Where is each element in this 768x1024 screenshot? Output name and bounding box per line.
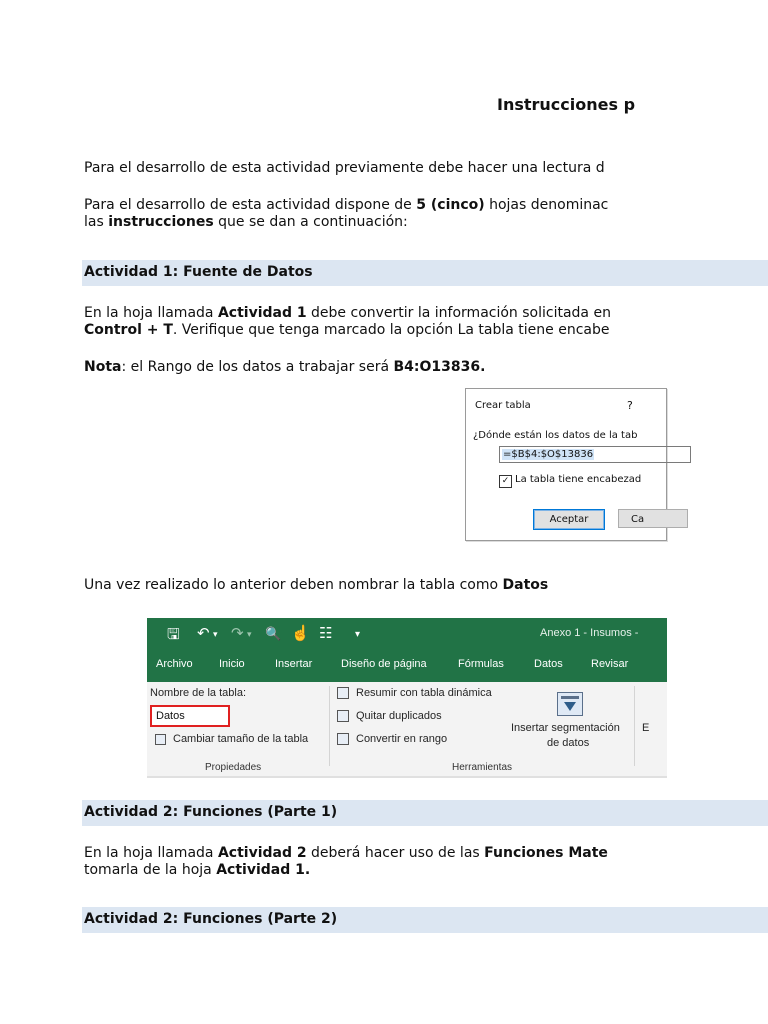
pivot-table-icon: [337, 687, 349, 699]
insert-slicer-button-line-2[interactable]: de datos: [547, 737, 590, 749]
remove-duplicates-icon: [337, 710, 349, 722]
headers-checkbox[interactable]: ✓: [499, 475, 512, 488]
page-title: Instrucciones p: [497, 95, 636, 114]
tab-revisar[interactable]: Revisar: [591, 658, 629, 670]
dialog-title: Crear tabla: [475, 400, 531, 411]
excel-app-title: Anexo 1 - Insumos -: [540, 627, 639, 639]
section-1-line-1: En la hoja llamada Actividad 1 debe convertir la información solicitada en: [84, 305, 611, 321]
tab-insertar[interactable]: Insertar: [275, 658, 313, 670]
section-1-note: Nota: el Rango de los datos a trabajar será B4:O13836.: [84, 359, 486, 375]
convert-range-icon: [337, 733, 349, 745]
cancel-button[interactable]: Ca: [618, 509, 688, 528]
section-2-line-2: tomarla de la hoja Actividad 1.: [84, 862, 311, 878]
customize-qat-icon[interactable]: ▾: [355, 629, 361, 640]
section-2-line-1: En la hoja llamada Actividad 2 deberá hacer uso de las Funciones Mate: [84, 845, 608, 861]
range-input[interactable]: =$B$4:$O$13836: [499, 446, 691, 463]
next-command-truncated[interactable]: E: [642, 722, 650, 734]
tab-datos[interactable]: Datos: [534, 658, 563, 670]
excel-ribbon-screenshot: [147, 618, 667, 776]
section-2-heading-wrap: [82, 800, 682, 826]
intro-paragraph-2-line-1: Para el desarrollo de esta actividad dispone de 5 (cinco) hojas denominac: [84, 197, 609, 213]
resize-table-button[interactable]: Cambiar tamaño de la tabla: [173, 733, 309, 745]
slicer-icon: [557, 692, 583, 716]
group-label-properties: Propiedades: [205, 762, 262, 773]
dialog-question: ¿Dónde están los datos de la tab: [473, 430, 638, 441]
help-icon[interactable]: ?: [627, 399, 633, 412]
section-3-heading: Actividad 2: Funciones (Parte 2): [84, 911, 338, 927]
resize-table-icon: [155, 734, 166, 745]
insert-slicer-button[interactable]: Insertar segmentación: [511, 722, 620, 734]
tab-inicio[interactable]: Inicio: [219, 658, 245, 670]
print-preview-icon[interactable]: 🔍: [265, 626, 282, 641]
undo-dropdown-icon[interactable]: ▾: [213, 629, 218, 639]
convert-to-range-button[interactable]: Convertir en rango: [356, 733, 448, 745]
section-2-heading: Actividad 2: Funciones (Parte 1): [84, 804, 338, 820]
tab-diseno-de-pagina[interactable]: Diseño de página: [341, 658, 427, 670]
undo-icon[interactable]: ↶: [197, 625, 210, 642]
ribbon-separator-2: [634, 686, 635, 766]
save-icon[interactable]: 🖫: [167, 626, 180, 643]
excel-ribbon-body: [147, 682, 667, 778]
section-3-heading-wrap: [82, 907, 682, 933]
section-1-line-2: Control + T. Verifique que tenga marcado la opción La tabla tiene encabe: [84, 322, 610, 338]
table-name-label: Nombre de la tabla:: [150, 687, 246, 699]
intro-paragraph-1: Para el desarrollo de esta actividad previamente debe hacer una lectura d: [84, 160, 605, 176]
crear-tabla-dialog: [465, 388, 667, 541]
table-name-input[interactable]: Datos: [150, 705, 230, 727]
intro-paragraph-2-line-2: las instrucciones que se dan a continuación:: [84, 214, 408, 230]
redo-dropdown-icon[interactable]: ▾: [247, 629, 252, 639]
touch-mode-icon[interactable]: ☝: [291, 625, 310, 642]
section-1-heading-wrap: [82, 260, 682, 286]
remove-duplicates-button[interactable]: Quitar duplicados: [356, 710, 442, 722]
tab-archivo[interactable]: Archivo: [156, 658, 193, 670]
headers-checkbox-label: La tabla tiene encabezad: [515, 474, 642, 485]
section-1-heading: Actividad 1: Fuente de Datos: [84, 264, 313, 280]
excel-title-bar: [147, 618, 667, 682]
redo-icon[interactable]: ↷: [231, 625, 244, 642]
section-1-after: Una vez realizado lo anterior deben nombrar la tabla como Datos: [84, 577, 549, 593]
group-label-tools: Herramientas: [452, 762, 513, 773]
tab-formulas[interactable]: Fórmulas: [458, 658, 504, 670]
accept-button[interactable]: Aceptar: [533, 509, 605, 530]
form-icon[interactable]: ☷: [319, 625, 333, 642]
ribbon-separator: [329, 686, 330, 766]
summarize-pivot-button[interactable]: Resumir con tabla dinámica: [356, 687, 492, 699]
